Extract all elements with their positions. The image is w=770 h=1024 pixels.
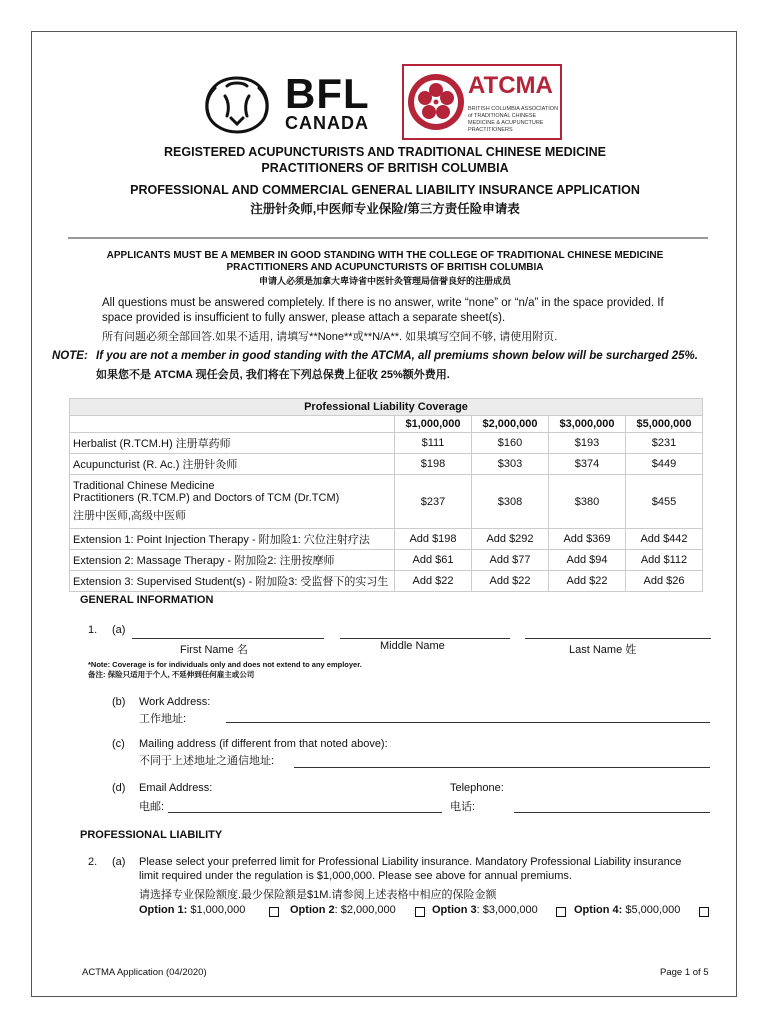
atcma-wordmark: ATCMA [468,72,553,99]
last-name-label: Last Name 姓 [569,644,637,656]
table-corner [70,416,395,433]
note-text-chinese: 如果您不是 ATCMA 现任会员, 我们将在下列总保费上征收 25%额外费用. [96,369,450,381]
instructions-line-chinese: 所有问题必须全部回答.如果不适用, 请填写**None**或**N/A**. 如果填写空间不够, 请使用附页. [102,331,558,343]
telephone-label-chinese: 电话: [450,801,476,813]
footer-form-id: ACTMA Application (04/2020) [82,967,207,978]
document-page [31,31,737,997]
bfl-wordmark: BFL [285,70,370,117]
general-information-heading: GENERAL INFORMATION [80,594,214,606]
coverage-table [69,398,703,592]
work-address-label: Work Address: [139,696,211,708]
option-2-label: Option 2 [290,904,335,916]
row-value: Add $442 [626,529,703,550]
table-row [70,433,703,454]
row-label-multiline [70,475,395,529]
row-value: $303 [472,454,549,475]
row-value: $111 [395,433,472,454]
row-label: Extension 3: Supervised Student(s) - 附加险3: 受监督下的实习生 [70,571,395,592]
first-name-field[interactable] [132,638,324,639]
middle-name-field[interactable] [340,638,510,639]
instructions-line-2: space provided is insufficient to fully answer, please attach a separate sheet(s). [102,312,506,324]
coverage-note: *Note: Coverage is for individuals only and does not extend to any employer. [88,660,362,669]
question-1d-label: (d) [112,782,126,794]
requirement-line-2: PRACTITIONERS AND ACUPUNCTURISTS OF BRITISH COLUMBIA [226,262,544,273]
limit-1: $1,000,000 [395,416,472,433]
question-1a-label: (a) [112,624,126,636]
row-value: Add $94 [549,550,626,571]
table-row [70,571,703,592]
requirement-line-1: APPLICANTS MUST BE A MEMBER IN GOOD STANDING WITH THE COLLEGE OF TRADITIONAL CHINESE MEDICINE [106,250,664,261]
row-label-line-1: Traditional Chinese Medicine [73,480,215,492]
row-value: $160 [472,433,549,454]
limit-instructions-chinese: 请选择专业保险额度.最少保险额是$1M.请参阅上述表格中相应的保险金额 [139,889,497,901]
option-4-value: $5,000,000 [622,904,681,916]
footer-page-number: Page 1 of 5 [660,967,709,978]
row-value: Add $77 [472,550,549,571]
option-1 [139,904,245,916]
row-value: Add $112 [626,550,703,571]
question-2a-label: (a) [112,856,126,868]
option-2 [290,904,396,916]
work-address-label-chinese: 工作地址: [139,713,187,725]
table-row [70,550,703,571]
row-value: $308 [472,475,549,529]
requirement-line-chinese: 申请人必须是加拿大卑诗省中医针灸管理局信誉良好的注册成员 [258,276,511,286]
row-value: $193 [549,433,626,454]
question-1b-label: (b) [112,696,126,708]
row-value: Add $22 [472,571,549,592]
note-text: If you are not a member in good standing with the ATCMA, all premiums shown below will be surcharged 25%. [96,350,698,362]
note-label: NOTE: [52,350,88,362]
limit-4: $5,000,000 [626,416,703,433]
professional-liability-heading: PROFESSIONAL LIABILITY [80,829,223,841]
option-2-value: : $2,000,000 [334,904,396,916]
table-title: Professional Liability Coverage [70,399,703,416]
atcma-flower-seal-icon [406,72,466,132]
row-value: $237 [395,475,472,529]
row-label: Herbalist (R.TCM.H) 注册草药师 [70,433,395,454]
row-value: Add $198 [395,529,472,550]
instructions-line-1: All questions must be answered completely. If there is no answer, write “none” or “n/a” in the space provided. If [102,297,664,309]
option-4 [574,904,680,916]
row-value: Add $292 [472,529,549,550]
bfl-canada-logo [197,72,372,132]
option-1-label: Option 1: [139,904,188,916]
coverage-note-chinese: 备注: 保险只适用于个人, 不延伸到任何雇主或公司 [88,670,255,679]
bfl-canada-wordmark: CANADA [285,113,369,133]
option-3-checkbox[interactable] [556,907,566,917]
mailing-address-label: Mailing address (if different from that noted above): [139,738,388,750]
email-label-chinese: 电邮: [139,801,165,813]
row-value: Add $22 [549,571,626,592]
table-title-row [70,399,703,416]
row-label-line-2: Practitioners (R.TCM.P) and Doctors of TCM (Dr.TCM) [73,492,340,504]
option-1-checkbox[interactable] [269,907,279,917]
row-value: Add $26 [626,571,703,592]
telephone-label: Telephone: [450,782,504,794]
middle-name-label: Middle Name [380,640,445,652]
limit-instructions-line-1: Please select your preferred limit for Professional Liability insurance. Mandatory Professional Liability insurance [139,856,682,868]
limit-3: $3,000,000 [549,416,626,433]
row-value: Add $22 [395,571,472,592]
limit-2: $2,000,000 [472,416,549,433]
option-3 [432,904,538,916]
mailing-address-field[interactable] [294,767,710,768]
row-label: Extension 2: Massage Therapy - 附加险2: 注册按摩师 [70,550,395,571]
row-value: $198 [395,454,472,475]
header-divider [68,237,708,239]
atcma-logo [402,64,567,144]
question-1c-label: (c) [112,738,125,750]
last-name-field[interactable] [525,638,711,639]
atcma-subtitle: BRITISH COLUMBIA ASSOCIATION of TRADITIONAL CHINESE MEDICINE & ACUPUNCTURE PRACTITIONERS [468,106,559,133]
email-label: Email Address: [139,782,213,794]
row-value: Add $61 [395,550,472,571]
question-2-number: 2. [88,856,98,868]
option-4-label: Option 4: [574,904,623,916]
table-row [70,529,703,550]
table-row [70,475,703,529]
row-value: $374 [549,454,626,475]
title-line-3: PROFESSIONAL AND COMMERCIAL GENERAL LIABILITY INSURANCE APPLICATION [130,183,640,197]
row-label-line-3: 注册中医师,高级中医师 [73,510,187,522]
table-row [70,454,703,475]
option-2-checkbox[interactable] [415,907,425,917]
option-1-value: $1,000,000 [187,904,246,916]
table-limits-row [70,416,703,433]
row-value: Add $369 [549,529,626,550]
lion-head-icon [197,72,279,134]
option-3-label: Option 3 [432,904,477,916]
row-value: $449 [626,454,703,475]
title-line-1: REGISTERED ACUPUNCTURISTS AND TRADITIONAL CHINESE MEDICINE [164,145,606,159]
row-value: $455 [626,475,703,529]
limit-instructions-line-2: limit required under the regulation is $1,000,000. Please see above for annual premiums. [139,870,572,882]
email-field[interactable] [168,812,442,813]
first-name-label: First Name 名 [180,644,248,656]
telephone-field[interactable] [514,812,710,813]
row-label: Extension 1: Point Injection Therapy - 附加险1: 穴位注射疗法 [70,529,395,550]
row-value: $380 [549,475,626,529]
mailing-address-label-chinese: 不同于上述地址之通信地址: [139,755,275,767]
question-1-number: 1. [88,624,98,636]
title-line-2: PRACTITIONERS OF BRITISH COLUMBIA [261,161,509,175]
option-3-value: : $3,000,000 [476,904,538,916]
option-4-checkbox[interactable] [699,907,709,917]
row-value: $231 [626,433,703,454]
work-address-field[interactable] [226,722,710,723]
row-label: Acupuncturist (R. Ac.) 注册针灸师 [70,454,395,475]
title-line-chinese: 注册针灸师,中医师专业保险/第三方责任险申请表 [250,202,520,216]
